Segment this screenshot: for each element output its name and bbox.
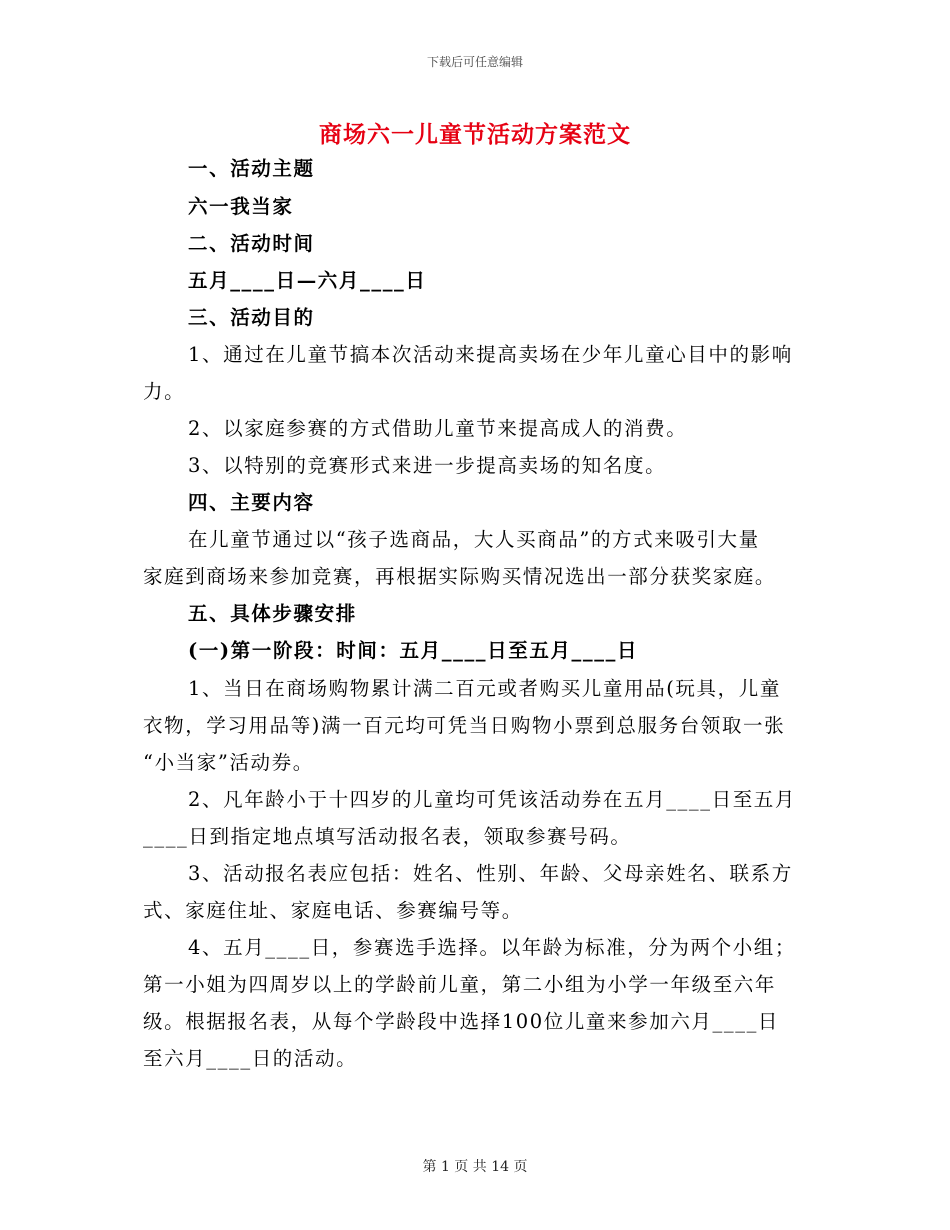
paragraph-line: 4、五月____日，参赛选手选择。以年龄为标准，分为两个小组； [188, 936, 797, 959]
time-text: 五月____日—六月____日 [188, 269, 427, 292]
document-title: 商场六一儿童节活动方案范文 [319, 121, 631, 148]
paragraph-line: 级。根据报名表，从每个学龄段中选择100位儿童来参加六月____日 [143, 1010, 780, 1033]
paragraph-line: 式、家庭住址、家庭电话、参赛编号等。 [143, 899, 523, 922]
paragraph-line: 1、通过在儿童节搞本次活动来提高卖场在少年儿童心目中的影响 [188, 343, 793, 366]
paragraph-line: 2、凡年龄小于十四岁的儿童均可凭该活动券在五月____日至五月 [188, 788, 797, 811]
paragraph-line: 在儿童节通过以“孩子选商品，大人买商品”的方式来吸引大量 [188, 528, 760, 551]
stage-heading: (一)第一阶段：时间：五月____日至五月____日 [188, 639, 639, 662]
paragraph-line: 力。 [143, 380, 186, 403]
paragraph-line: 2、以家庭参赛的方式借助儿童节来提高成人的消费。 [188, 417, 688, 440]
section-heading-3: 三、活动目的 [188, 306, 315, 329]
section-heading-5: 五、具体步骤安排 [188, 602, 357, 625]
page-number: 第 1 页 共 14 页 [422, 1159, 528, 1175]
theme-text: 六一我当家 [188, 195, 294, 218]
page-header-note: 下载后可任意编辑 [426, 55, 523, 69]
paragraph-line: 衣物，学习用品等)满一百元均可凭当日购物小票到总服务台领取一张 [143, 714, 786, 737]
section-heading-1: 一、活动主题 [188, 157, 315, 180]
section-heading-2: 二、活动时间 [188, 232, 315, 255]
paragraph-line: 至六月____日的活动。 [143, 1047, 358, 1070]
paragraph-line: ____日到指定地点填写活动报名表，领取参赛号码。 [143, 825, 632, 848]
paragraph-line: 3、活动报名表应包括：姓名、性别、年龄、父母亲姓名、联系方 [188, 862, 793, 885]
paragraph-line: 家庭到商场来参加竞赛，再根据实际购买情况选出一部分获奖家庭。 [143, 565, 777, 588]
paragraph-line: “小当家”活动券。 [143, 751, 314, 774]
paragraph-line: 1、当日在商场购物累计满二百元或者购买儿童用品(玩具，儿童 [188, 677, 781, 700]
paragraph-line: 第一小姐为四周岁以上的学龄前儿童，第二小组为小学一年级至六年 [143, 973, 777, 996]
paragraph-line: 3、以特别的竞赛形式来进一步提高卖场的知名度。 [188, 454, 667, 477]
section-heading-4: 四、主要内容 [188, 491, 315, 514]
